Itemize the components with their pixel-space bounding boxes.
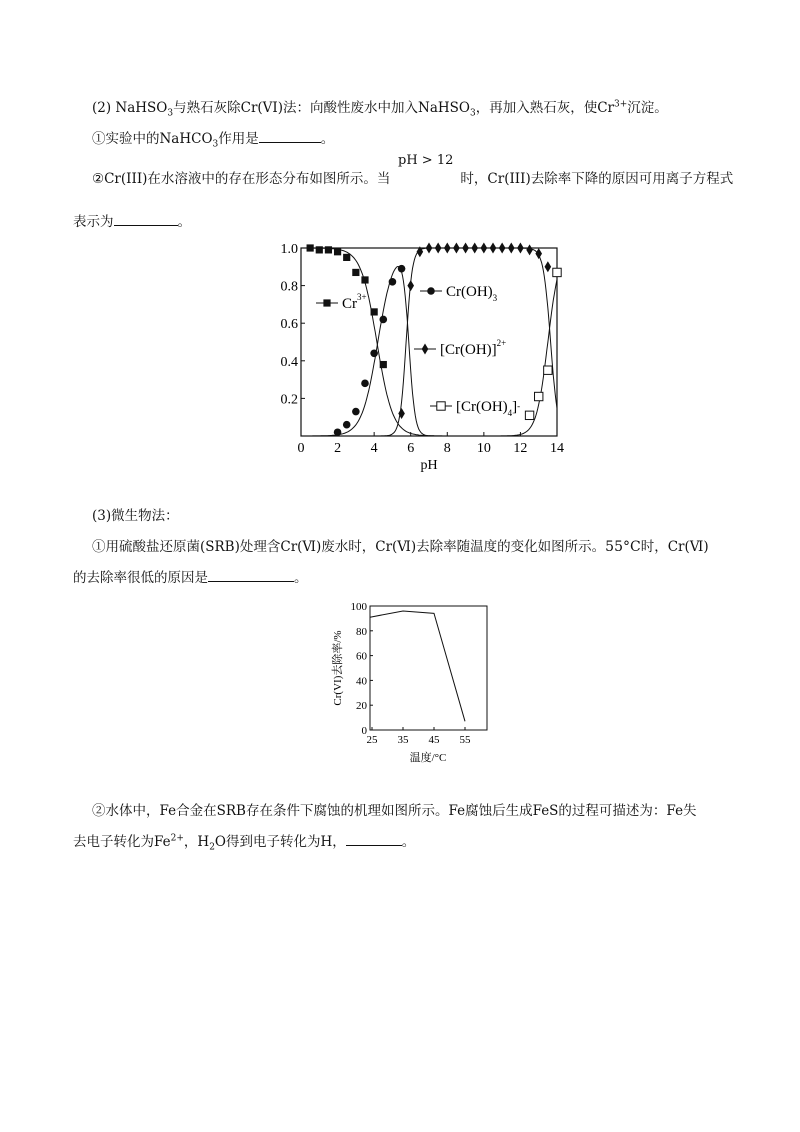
data-point-series-2	[426, 243, 433, 254]
y-axis-label: Cr(VI)去除率/%	[332, 630, 344, 706]
data-point-series-2	[453, 243, 460, 254]
question-2-2	[92, 170, 733, 188]
question-3-1-line2	[73, 569, 308, 587]
subscript: 2	[209, 842, 215, 853]
question-text: 。	[177, 214, 191, 230]
removal-rate-chart	[328, 596, 498, 768]
subscript: 3	[469, 108, 476, 119]
y-tick-label: 40	[356, 675, 367, 688]
question-text: ②水体中，Fe合金在SRB存在条件下腐蚀的机理如图所示。Fe腐蚀后生成FeS的过程可描述为：Fe失	[92, 803, 697, 819]
y-tick-label: 0.4	[280, 354, 298, 370]
data-point-series-2	[462, 243, 469, 254]
data-point-series-2	[545, 261, 552, 272]
data-point-series-1	[370, 349, 378, 357]
question-text: 。	[401, 834, 416, 850]
data-point-series-2	[471, 243, 478, 254]
question-text: 时，Cr(Ⅵ)	[640, 539, 709, 555]
y-tick-label: 0	[361, 725, 367, 737]
answer-blank[interactable]	[259, 130, 321, 143]
y-tick-label: 0.6	[280, 317, 298, 333]
y-tick-label: 100	[350, 601, 367, 613]
x-tick-label: 45	[428, 734, 440, 746]
question-2-2-line2	[73, 213, 191, 231]
data-point-series-0	[343, 254, 350, 261]
x-tick-label: 10	[476, 441, 491, 456]
subscript: 3	[167, 108, 174, 119]
plot-frame	[370, 606, 487, 730]
data-point-series-0	[380, 361, 387, 368]
data-point-series-1	[352, 408, 360, 416]
answer-blank[interactable]	[346, 833, 402, 846]
croh4-curve	[301, 280, 557, 436]
question-text: 。	[320, 131, 335, 147]
data-point-series-2	[407, 280, 414, 291]
data-point-series-2	[526, 244, 533, 255]
y-tick-label: 80	[356, 625, 367, 638]
removal-rate-line	[370, 611, 465, 721]
data-point-series-2	[444, 243, 451, 254]
section2-heading	[92, 99, 668, 117]
question-text: ①实验中的NaHCO	[92, 131, 213, 147]
data-point-series-1	[398, 265, 406, 273]
data-point-series-2	[508, 243, 515, 254]
data-point-series-2	[517, 243, 524, 254]
x-tick-label: 55	[459, 734, 471, 746]
data-point-series-0	[352, 269, 359, 276]
y-tick-label: 60	[356, 650, 367, 663]
data-point-series-2	[490, 243, 497, 254]
data-point-series-1	[343, 421, 351, 429]
data-point-series-3	[535, 392, 543, 400]
x-tick-label: 6	[407, 441, 415, 456]
superscript: 3+	[614, 99, 628, 110]
question-text: ②Cr(III)在水溶液中的存在形态分布如图所示。当	[92, 171, 391, 187]
data-point-series-1	[334, 428, 342, 436]
legend-marker	[437, 402, 445, 410]
data-point-series-0	[307, 244, 314, 251]
data-point-series-0	[325, 246, 332, 253]
question-3-2-line2	[73, 833, 415, 851]
x-tick-label: 4	[370, 441, 378, 456]
legend-marker	[323, 299, 330, 306]
legend-marker	[422, 344, 429, 355]
data-point-series-2	[535, 248, 542, 259]
superscript: 2+	[170, 833, 184, 844]
data-point-series-2	[435, 243, 442, 254]
heading-text: 与熟石灰除Cr(VI)法：向酸性废水中加入NaHSO	[173, 100, 470, 116]
heading-text: ，再加入熟石灰，使Cr	[475, 100, 614, 116]
heading-text: (2) NaHSO	[92, 100, 168, 116]
heading-text: 沉淀。	[627, 100, 668, 116]
x-tick-label: 25	[366, 734, 378, 746]
x-tick-label: 14	[550, 441, 564, 456]
data-point-series-3	[525, 411, 533, 419]
question-text: O得到电子转化为H，	[214, 834, 346, 850]
data-point-series-3	[544, 366, 552, 374]
y-tick-label: 20	[356, 700, 367, 713]
x-tick-label: 8	[443, 441, 451, 456]
data-point-series-1	[361, 380, 369, 388]
legend-label-1: $Cr(OH)_3$	[446, 284, 498, 303]
section3-heading: (3)微生物法：	[92, 508, 179, 524]
x-tick-label: 35	[397, 734, 409, 746]
question-text: 。	[294, 570, 308, 586]
ph-condition: pH > 12	[398, 153, 454, 168]
data-point-series-2	[499, 243, 506, 254]
data-point-series-2	[481, 243, 488, 254]
x-tick-label: 0	[297, 441, 305, 456]
temperature-value: 55°C	[605, 539, 641, 555]
data-point-series-0	[334, 248, 341, 255]
y-tick-label: 1.0	[280, 242, 298, 257]
question-3-2	[92, 802, 697, 820]
x-tick-label: 2	[334, 441, 342, 456]
legend-label-0: $Cr^{3+}$	[342, 292, 367, 312]
question-2-1	[92, 130, 334, 148]
question-3-1	[92, 538, 709, 556]
question-text: 的去除率很低的原因是	[73, 570, 208, 586]
y-tick-label: 0.2	[280, 392, 298, 408]
legend-label-3: $[Cr(OH)_4]-$	[456, 399, 521, 418]
legend-label-2: $[Cr(OH)]^{2+}$	[440, 338, 507, 358]
question-text: 作用是	[218, 131, 259, 147]
question-text: ，H	[183, 834, 210, 850]
question-text: 表示为	[73, 214, 114, 230]
data-point-series-1	[379, 316, 387, 324]
subscript: 3	[212, 139, 219, 150]
data-point-series-0	[316, 246, 323, 253]
x-tick-label: 12	[513, 441, 528, 456]
x-axis-label: 温度/°C	[409, 752, 447, 764]
data-point-series-0	[371, 308, 378, 315]
legend-marker	[427, 287, 435, 295]
data-point-series-0	[361, 276, 368, 283]
data-point-series-1	[389, 278, 397, 286]
y-tick-label: 0.8	[280, 279, 298, 295]
question-text: 时，Cr(III)去除率下降的原因可用离子方程式	[460, 171, 734, 187]
question-text: 去电子转化为Fe	[73, 834, 171, 850]
species-distribution-chart	[280, 236, 580, 478]
answer-blank[interactable]	[208, 569, 294, 582]
data-point-series-3	[553, 268, 561, 276]
question-text: ①用硫酸盐还原菌(SRB)处理含Cr(Ⅵ)废水时，Cr(Ⅵ)去除率随温度的变化如图所示。	[92, 539, 606, 555]
answer-blank[interactable]	[114, 213, 178, 226]
x-axis-label: pH	[420, 458, 438, 473]
